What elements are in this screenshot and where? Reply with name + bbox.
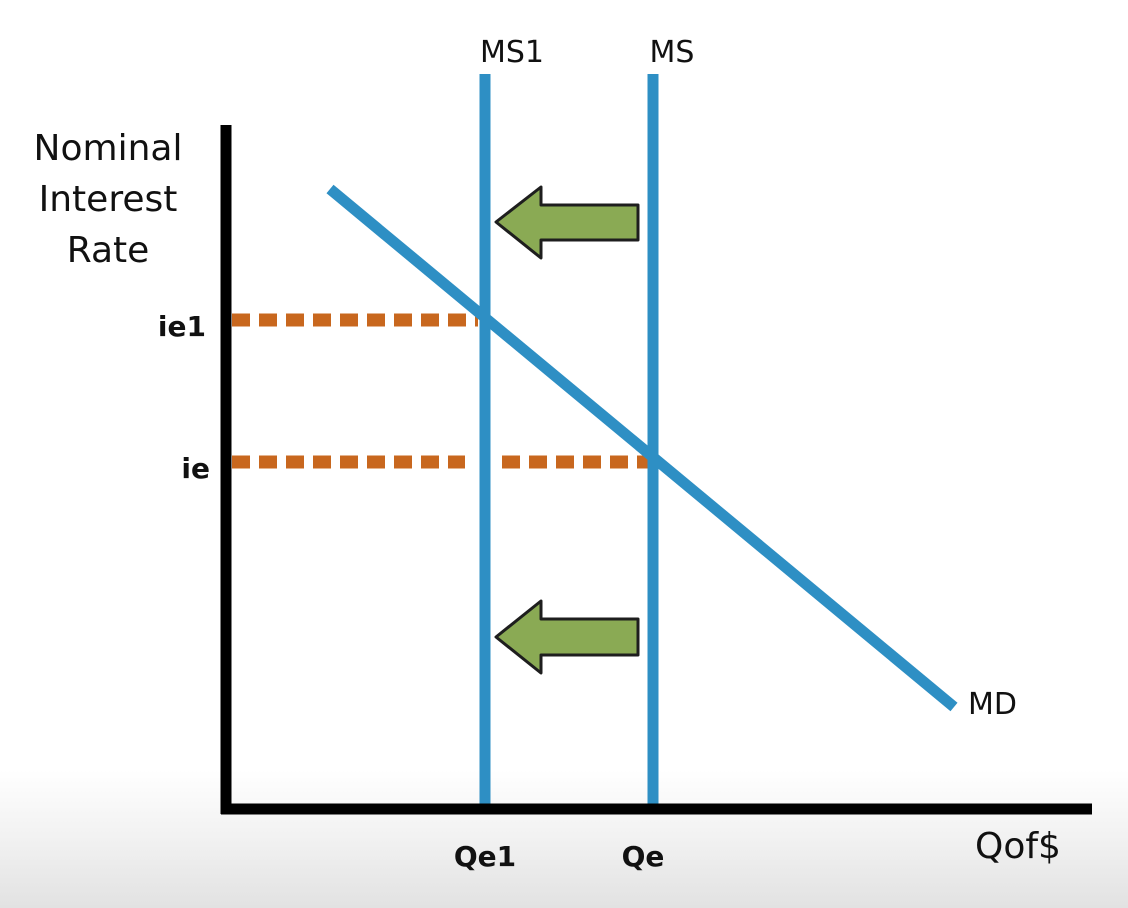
ie-tick-label: ie — [181, 452, 210, 485]
ms1-label: MS1 — [479, 35, 545, 70]
qe-tick-label: Qe — [621, 840, 665, 873]
shift-left-arrow-icon — [496, 187, 638, 258]
y-axis-title-line-1: Nominal — [33, 128, 183, 169]
y-axis-title-line-3: Rate — [66, 230, 150, 271]
y-axis-title-line-2: Interest — [38, 179, 178, 220]
ie1-tick-label: ie1 — [157, 310, 206, 343]
ms-label: MS — [649, 35, 695, 70]
x-axis-title: Qof$ — [975, 826, 1061, 867]
shift-left-arrow-icon — [496, 601, 638, 673]
md-label: MD — [968, 687, 1017, 722]
qe1-tick-label: Qe1 — [453, 840, 517, 873]
md-curve — [330, 189, 954, 707]
